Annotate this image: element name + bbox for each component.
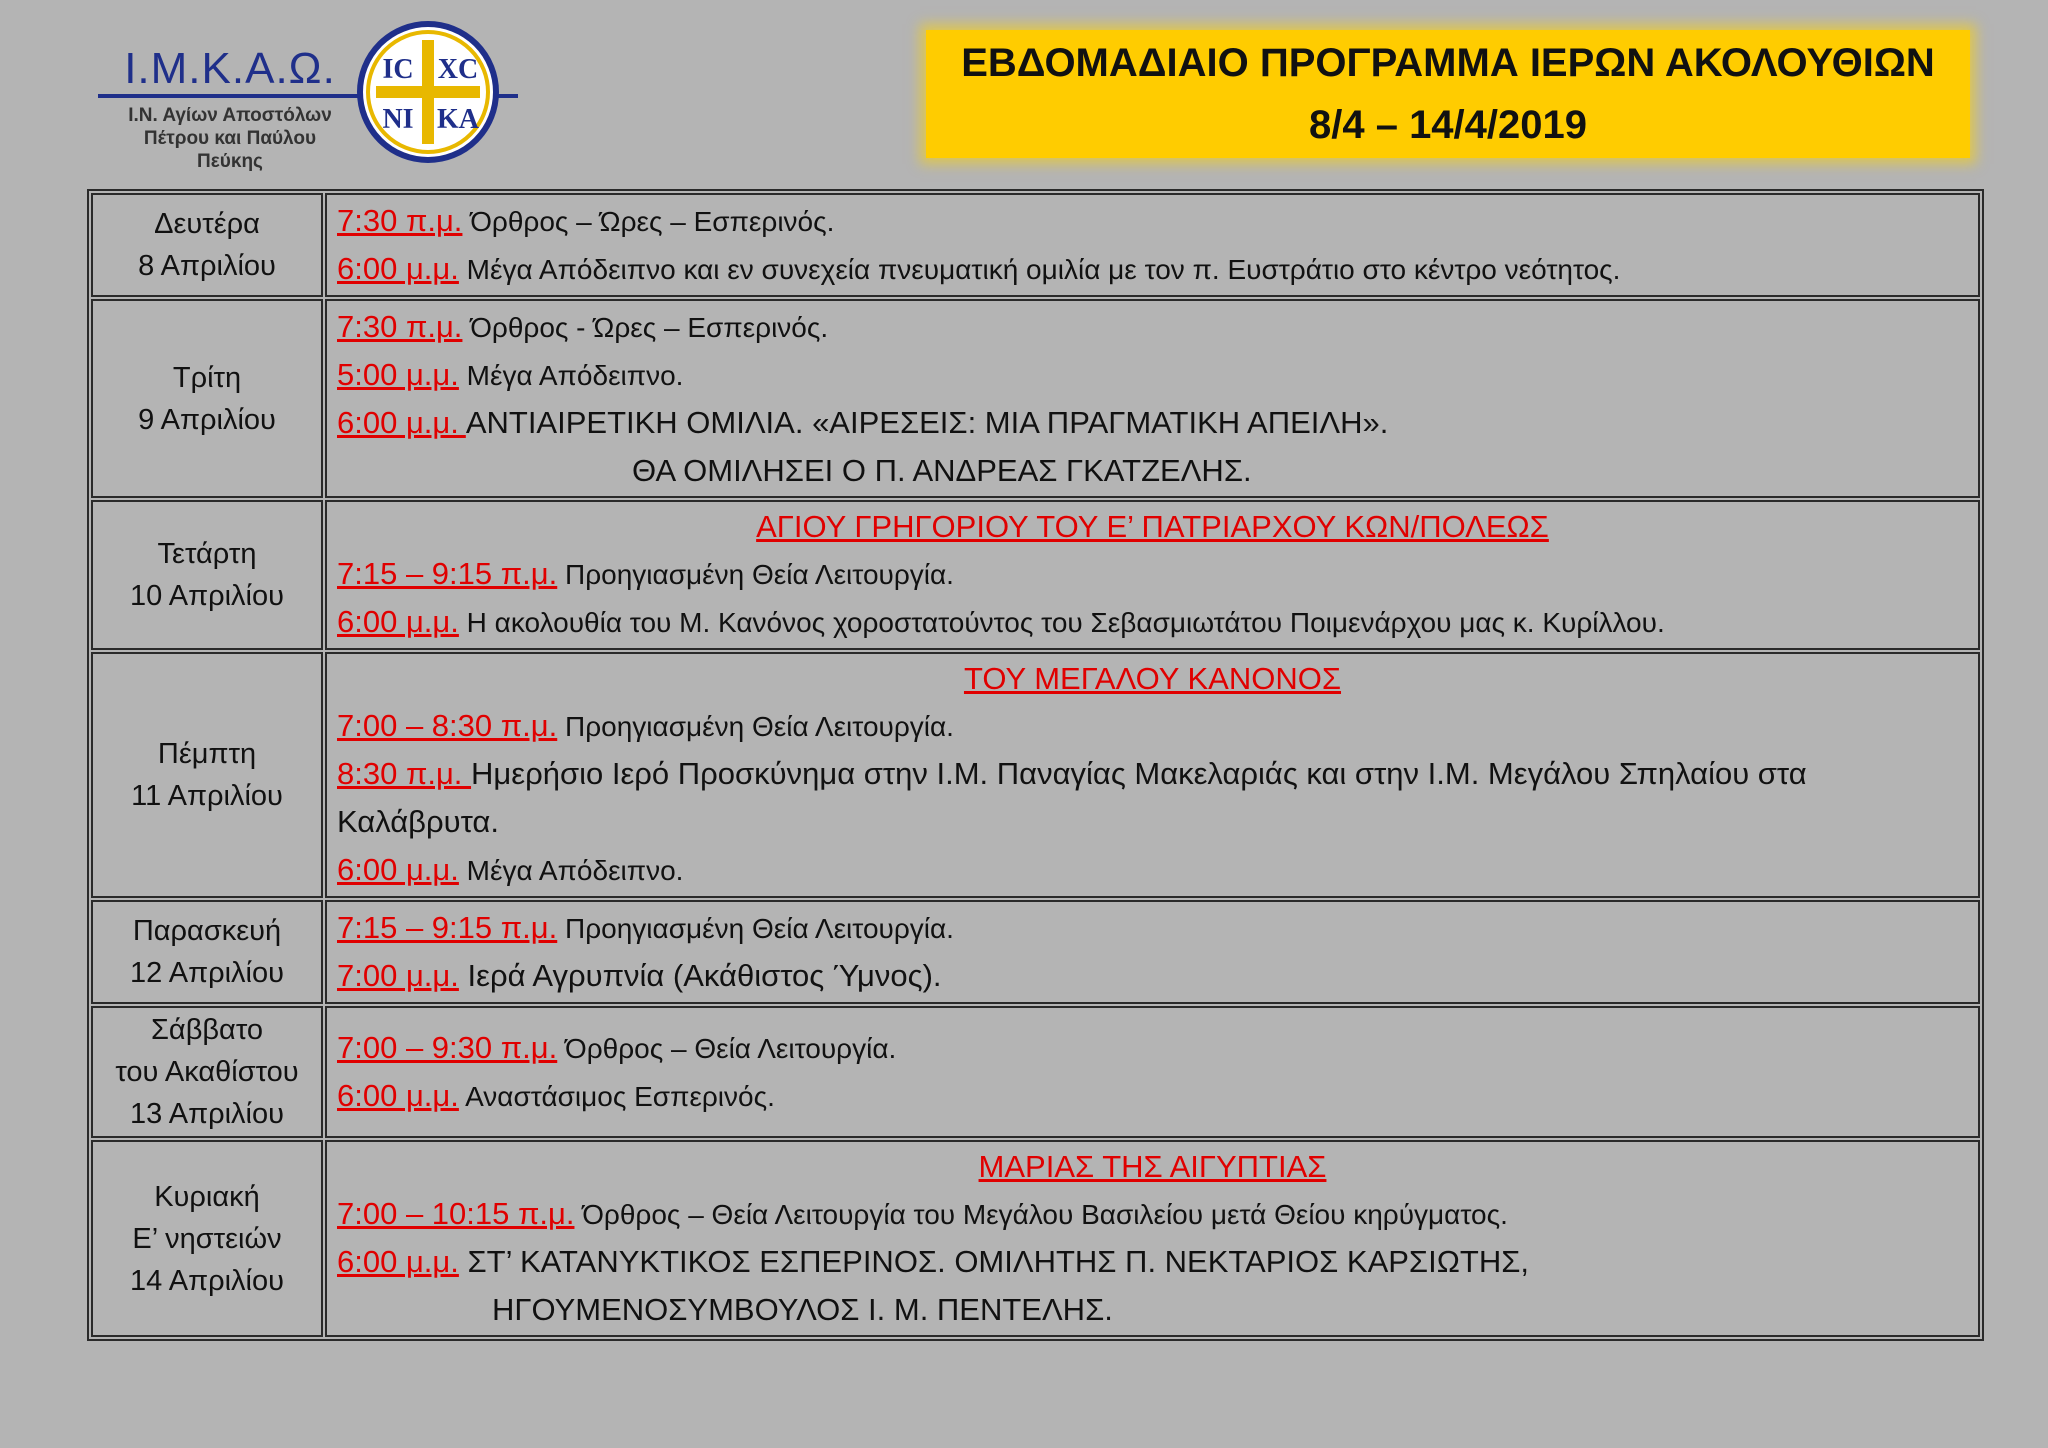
event-text: Μέγα Απόδειπνο και εν συνεχεία πνευματική ομιλία με τον π. Ευστράτιο στο κέντρο νεότητος.: [458, 254, 1621, 285]
event-text: Μέγα Απόδειπνο.: [458, 360, 684, 391]
event-line: [337, 351, 1968, 399]
event-line: [337, 904, 1968, 952]
day-name: Τετάρτη: [157, 538, 257, 570]
events-cell: [325, 900, 1980, 1004]
event-time: 7:00 – 10:15 π.μ.: [337, 1196, 575, 1231]
table-row: [91, 299, 1980, 498]
table-row: [91, 1140, 1980, 1337]
event-text: Όρθρος – Θεία Λειτουργία.: [557, 1033, 897, 1064]
table-row: [91, 500, 1980, 650]
logo-subtitle-line: Ι.Ν. Αγίων Αποστόλων: [128, 105, 332, 126]
day-cell: [91, 900, 323, 1004]
event-time: 6:00 μ.μ.: [337, 1244, 459, 1279]
event-continuation: ΘΑ ΟΜΙΛΗΣΕΙ Ο Π. ΑΝΔΡΕΑΣ ΓΚΑΤΖΕΛΗΣ.: [632, 453, 1252, 488]
event-line: [337, 1024, 1968, 1072]
svg-text:ΝΙ: ΝΙ: [382, 104, 414, 135]
day-cell: [91, 1006, 323, 1138]
day-cell: [91, 193, 323, 297]
day-name: Τρίτη: [172, 361, 242, 394]
table-row: [91, 1006, 1980, 1138]
event-text: ΑΝΤΙΑΙΡΕΤΙΚΗ ΟΜΙΛΙΑ. «ΑΙΡΕΣΕΙΣ: ΜΙΑ ΠΡΑΓΜΑΤΙΚΗ ΑΠΕΙΛΗ».: [465, 405, 1389, 440]
day-date: 10 Απριλίου: [130, 580, 284, 612]
logo-text: [96, 44, 364, 173]
events-cell: [325, 1006, 1980, 1138]
event-text: Ημερήσιο Ιερό Προσκύνημα στην Ι.Μ. Παναγίας Μακελαριάς και στην Ι.Μ. Μεγάλου Σπηλαίου στα Καλάβρυτα.: [337, 756, 1807, 839]
table-row: [91, 652, 1980, 898]
event-time: 8:30 π.μ.: [337, 756, 472, 791]
event-time: 7:15 – 9:15 π.μ.: [337, 556, 558, 591]
event-text: Προηγιασμένη Θεία Λειτουργία.: [557, 913, 954, 944]
event-line: [337, 750, 1968, 846]
event-time: 7:00 μ.μ.: [337, 958, 459, 993]
day-cell: [91, 1140, 323, 1337]
events-cell: [325, 299, 1980, 498]
event-text: ΣΤ’ ΚΑΤΑΝΥΚΤΙΚΟΣ ΕΣΠΕΡΙΝΟΣ. ΟΜΙΛΗΤΗΣ Π. ΝΕΚΤΑΡΙΟΣ ΚΑΡΣΙΩΤΗΣ,: [458, 1244, 1529, 1279]
feast-title: ΤΟΥ ΜΕΓΑΛΟΥ ΚΑΝΟΝΟΣ: [963, 661, 1342, 696]
day-cell: [91, 652, 323, 898]
event-time: 6:00 μ.μ.: [337, 251, 459, 286]
event-line: [337, 952, 1968, 1000]
day-date: 14 Απριλίου: [130, 1264, 284, 1297]
title-banner: [926, 30, 1970, 158]
event-time: 6:00 μ.μ.: [337, 604, 459, 639]
events-cell: [325, 1140, 1980, 1337]
page-title: ΕΒΔΟΜΑΔΙΑΙΟ ΠΡΟΓΡΑΜΜΑ ΙΕΡΩΝ ΑΚΟΛΟΥΘΙΩΝ: [961, 41, 1935, 85]
event-time: 7:30 π.μ.: [337, 203, 463, 238]
day-date: 8 Απριλίου: [138, 250, 276, 282]
event-text: Ιερά Αγρυπνία (Ακάθιστος Ύμνος).: [458, 958, 942, 993]
day-name: Δευτέρα: [154, 208, 260, 240]
feast-title: ΜΑΡΙΑΣ ΤΗΣ ΑΙΓΥΠΤΙΑΣ: [978, 1149, 1327, 1184]
logo-subtitle-line: Πεύκης: [197, 151, 263, 172]
day-date: 9 Απριλίου: [138, 403, 276, 436]
page-date-range: 8/4 – 14/4/2019: [1308, 103, 1588, 147]
day-name: Πέμπτη: [157, 738, 257, 770]
event-time: 7:00 – 8:30 π.μ.: [337, 708, 558, 743]
event-time: 7:00 – 9:30 π.μ.: [337, 1030, 558, 1065]
event-line: [337, 1072, 1968, 1120]
event-line: [337, 1238, 1968, 1286]
events-cell: [325, 652, 1980, 898]
day-name: Παρασκευή: [132, 915, 282, 947]
event-line: [337, 245, 1968, 293]
logo-abbreviation: Ι.Μ.Κ.Α.Ω.: [124, 44, 336, 93]
event-text: Μέγα Απόδειπνο.: [458, 855, 684, 886]
svg-text:ΙC: ΙC: [382, 54, 414, 85]
event-text: Αναστάσιμος Εσπερινός.: [458, 1081, 775, 1112]
event-text: Προηγιασμένη Θεία Λειτουργία.: [557, 711, 954, 742]
event-line: [337, 1190, 1968, 1238]
feast-title: ΑΓΙΟΥ ΓΡΗΓΟΡΙΟΥ ΤΟΥ Ε’ ΠΑΤΡΙΑΡΧΟΥ ΚΩΝ/ΠΟΛΕΩΣ: [756, 509, 1549, 544]
event-time: 6:00 μ.μ.: [337, 405, 466, 440]
event-time: 7:15 – 9:15 π.μ.: [337, 910, 558, 945]
event-line: [337, 550, 1968, 598]
day-cell: [91, 500, 323, 650]
event-line: [337, 197, 1968, 245]
event-line: [337, 846, 1968, 894]
event-line: [337, 303, 1968, 351]
logo-subtitle-line: Πέτρου και Παύλου: [143, 128, 317, 149]
event-line: [337, 399, 1968, 447]
events-cell: [325, 500, 1980, 650]
event-line: [337, 702, 1968, 750]
event-time: 6:00 μ.μ.: [337, 1078, 459, 1113]
table-row: [91, 193, 1980, 297]
event-continuation: ΗΓΟΥΜΕΝΟΣΥΜΒΟΥΛΟΣ Ι. Μ. ΠΕΝΤΕΛΗΣ.: [492, 1292, 1113, 1327]
event-text: Όρθρος – Ώρες – Εσπερινός.: [462, 206, 835, 237]
logo: [96, 20, 526, 170]
event-text: Προηγιασμένη Θεία Λειτουργία.: [557, 559, 954, 590]
day-name: Σάββατο: [151, 1014, 263, 1046]
svg-text:XC: XC: [437, 54, 479, 85]
event-time: 6:00 μ.μ.: [337, 852, 459, 887]
day-subtitle: Ε’ νηστειών: [132, 1222, 282, 1255]
event-time: 5:00 μ.μ.: [337, 357, 459, 392]
day-cell: [91, 299, 323, 498]
day-date: 13 Απριλίου: [130, 1098, 284, 1130]
logo-subtitle: [96, 104, 364, 173]
day-subtitle: του Ακαθίστου: [115, 1056, 299, 1088]
table-row: [91, 900, 1980, 1004]
cross-seal-icon: [356, 20, 500, 164]
day-date: 12 Απριλίου: [130, 957, 284, 989]
schedule-table: [87, 189, 1984, 1341]
event-text: Όρθρος - Ώρες – Εσπερινός.: [462, 312, 829, 343]
day-name: Κυριακή: [154, 1180, 260, 1213]
event-time: 7:30 π.μ.: [337, 309, 463, 344]
events-cell: [325, 193, 1980, 297]
svg-text:ΚΑ: ΚΑ: [437, 104, 479, 135]
event-text: Η ακολουθία του Μ. Κανόνος χοροστατούντος του Σεβασμιωτάτου Ποιμενάρχου μας κ. Κυρίλλου.: [458, 607, 1665, 638]
event-line: [337, 598, 1968, 646]
day-date: 11 Απριλίου: [131, 780, 283, 812]
event-text: Όρθρος – Θεία Λειτουργία του Μεγάλου Βασιλείου μετά Θείου κηρύγματος.: [574, 1199, 1508, 1230]
